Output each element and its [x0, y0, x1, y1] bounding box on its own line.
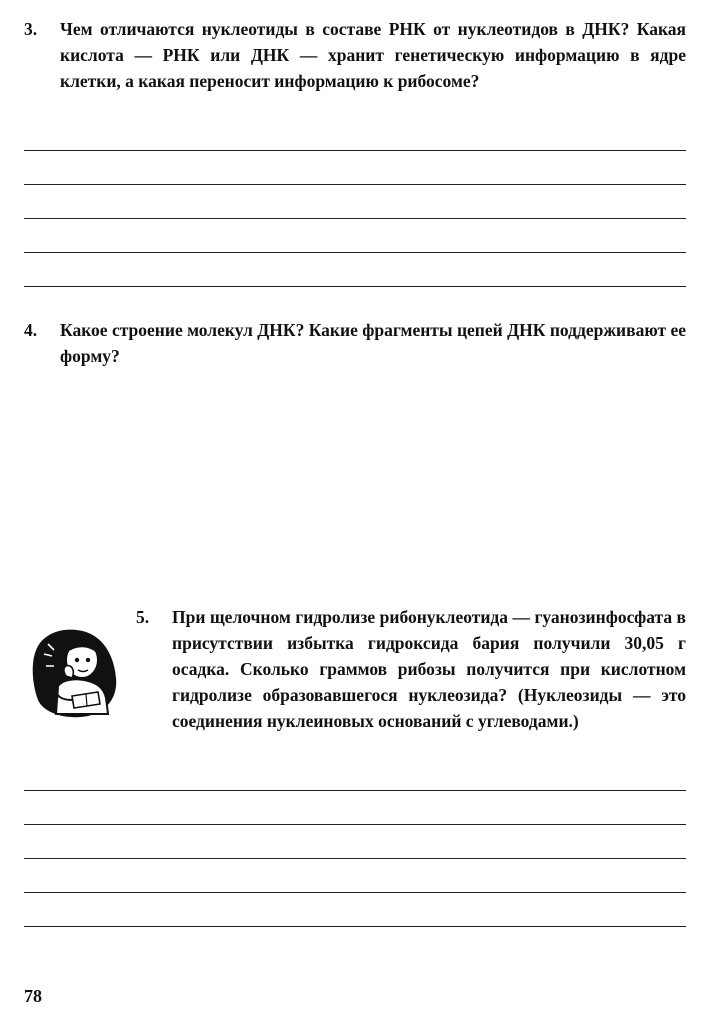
answer-line[interactable] — [24, 184, 686, 185]
answer-line[interactable] — [24, 824, 686, 825]
answer-line[interactable] — [24, 892, 686, 893]
answer-line[interactable] — [24, 926, 686, 927]
question-5 — [136, 604, 686, 734]
question-4-number: 4. — [24, 320, 38, 340]
answer-line[interactable] — [24, 286, 686, 287]
answer-line[interactable] — [24, 790, 686, 791]
answer-line[interactable] — [24, 252, 686, 253]
answer-line[interactable] — [24, 218, 686, 219]
thinking-student-icon — [28, 626, 120, 720]
question-5-number: 5. — [136, 607, 150, 627]
question-4-text: Какое строение молекул ДНК? Какие фрагменты цепей ДНК поддерживают ее форму? — [60, 320, 686, 366]
question-3-text: Чем отличаются нуклеотиды в составе РНК от нуклеотидов в ДНК? Какая кислота — РНК или ДНК — хранит генетическую информацию в ядре клетки, а какая переносит информацию к рибосоме? — [60, 19, 686, 91]
question-3 — [24, 16, 686, 94]
question-4 — [24, 317, 686, 369]
question-5-text: При щелочном гидролизе рибонуклеотида — гуанозинфосфата в присутствии избытка гидроксида бария получили 30,05 г осадка. Сколько граммов рибозы получится при кислотном гидролизе образовавшегося нуклеозида? (Нуклеозиды — это соединения нуклеиновых оснований с углеводами.) — [172, 607, 686, 731]
page-number: 78 — [24, 986, 42, 1006]
question-3-number: 3. — [24, 19, 38, 39]
answer-line[interactable] — [24, 858, 686, 859]
answer-line[interactable] — [24, 150, 686, 151]
